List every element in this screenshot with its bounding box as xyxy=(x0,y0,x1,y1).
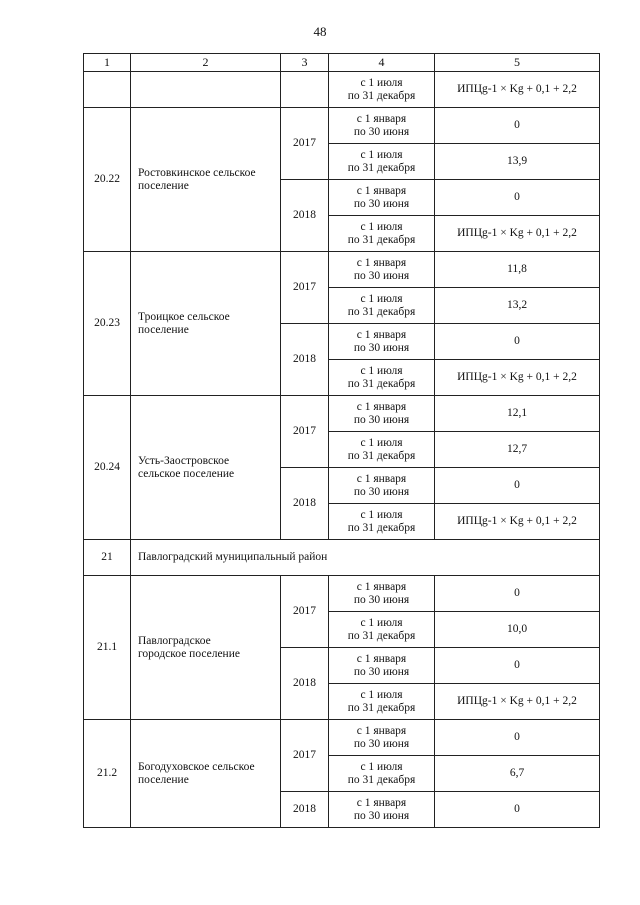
year-cell: 2017 xyxy=(281,396,329,468)
period-cell xyxy=(329,324,435,360)
period-start: с 1 января xyxy=(356,580,407,593)
entry-number-cell: 20.22 xyxy=(84,108,131,252)
settlement-name-line: поселение xyxy=(138,773,189,786)
settlement-name-cell xyxy=(131,252,281,396)
header-cell-3: 3 xyxy=(281,54,329,72)
settlement-name-line: Богодуховское сельское xyxy=(138,760,255,773)
settlement-name-cell xyxy=(131,396,281,540)
period-end: по 30 июня xyxy=(353,809,410,822)
year-cell: 2018 xyxy=(281,468,329,540)
header-cell-5: 5 xyxy=(435,54,600,72)
value-cell: 0 xyxy=(435,792,600,828)
value-cell: 13,2 xyxy=(435,288,600,324)
value-cell: 0 xyxy=(435,324,600,360)
section-title-cell: Павлоградский муниципальный район xyxy=(131,540,600,576)
period-cell xyxy=(329,72,435,108)
value-cell: 12,7 xyxy=(435,432,600,468)
year-cell: 2018 xyxy=(281,648,329,720)
period-end: по 31 декабря xyxy=(347,701,416,714)
header-cell-4: 4 xyxy=(329,54,435,72)
period-start: с 1 июля xyxy=(360,76,403,89)
period-cell xyxy=(329,360,435,396)
settlement-name-line: поселение xyxy=(138,179,189,192)
period-end: по 31 декабря xyxy=(347,233,416,246)
period-cell xyxy=(329,432,435,468)
settlement-name-line: Павлоградское xyxy=(138,634,211,647)
period-start: с 1 января xyxy=(356,400,407,413)
period-start: с 1 января xyxy=(356,652,407,665)
settlement-name-cell xyxy=(131,720,281,828)
period-end: по 30 июня xyxy=(353,413,410,426)
period-end: по 31 декабря xyxy=(347,161,416,174)
period-cell xyxy=(329,108,435,144)
period-cell xyxy=(329,468,435,504)
section-number-cell: 21 xyxy=(84,540,131,576)
year-cell: 2017 xyxy=(281,252,329,324)
value-cell: 0 xyxy=(435,648,600,684)
period-end: по 31 декабря xyxy=(347,305,416,318)
period-start: с 1 июля xyxy=(360,292,403,305)
period-cell xyxy=(329,216,435,252)
period-cell xyxy=(329,504,435,540)
value-cell: ИПЦg-1 × Kg + 0,1 + 2,2 xyxy=(435,504,600,540)
header-cell-1: 1 xyxy=(84,54,131,72)
settlement-name-cell xyxy=(131,576,281,720)
period-start: с 1 января xyxy=(356,796,407,809)
page-number: 48 xyxy=(313,24,327,39)
period-start: с 1 июля xyxy=(360,616,403,629)
entry-number-cell: 20.23 xyxy=(84,252,131,396)
period-end: по 30 июня xyxy=(353,197,410,210)
header-cell-2: 2 xyxy=(131,54,281,72)
entry-number-cell: 21.1 xyxy=(84,576,131,720)
table-row xyxy=(84,108,600,144)
period-start: с 1 июля xyxy=(360,508,403,521)
period-start: с 1 января xyxy=(356,112,407,125)
period-cell xyxy=(329,792,435,828)
year-cell: 2018 xyxy=(281,180,329,252)
value-cell: 0 xyxy=(435,576,600,612)
value-cell: 13,9 xyxy=(435,144,600,180)
period-end: по 31 декабря xyxy=(347,521,416,534)
table-row xyxy=(84,396,600,432)
settlement-name-line: Троицкое сельское xyxy=(138,310,230,323)
period-start: с 1 июля xyxy=(360,364,403,377)
period-end: по 31 декабря xyxy=(347,773,416,786)
settlement-name-line: городское поселение xyxy=(138,647,240,660)
table-body xyxy=(84,54,600,828)
period-start: с 1 июля xyxy=(360,436,403,449)
year-cell: 2017 xyxy=(281,720,329,792)
period-cell xyxy=(329,684,435,720)
period-end: по 30 июня xyxy=(353,593,410,606)
value-cell: 0 xyxy=(435,180,600,216)
table-row xyxy=(84,720,600,756)
table-row xyxy=(84,252,600,288)
value-cell: 6,7 xyxy=(435,756,600,792)
value-cell: 12,1 xyxy=(435,396,600,432)
period-cell xyxy=(329,720,435,756)
period-start: с 1 января xyxy=(356,256,407,269)
value-cell: ИПЦg-1 × Kg + 0,1 + 2,2 xyxy=(435,360,600,396)
period-end: по 31 декабря xyxy=(347,629,416,642)
empty-cell xyxy=(281,72,329,108)
period-end: по 30 июня xyxy=(353,125,410,138)
year-cell: 2018 xyxy=(281,324,329,396)
value-cell: 10,0 xyxy=(435,612,600,648)
settlement-name-cell xyxy=(131,108,281,252)
period-end: по 30 июня xyxy=(353,665,410,678)
tariff-table xyxy=(83,53,600,828)
empty-cell xyxy=(84,72,131,108)
period-cell xyxy=(329,396,435,432)
period-start: с 1 января xyxy=(356,724,407,737)
value-cell: ИПЦg-1 × Kg + 0,1 + 2,2 xyxy=(435,684,600,720)
period-start: с 1 января xyxy=(356,184,407,197)
period-cell xyxy=(329,612,435,648)
period-cell xyxy=(329,288,435,324)
period-end: по 30 июня xyxy=(353,485,410,498)
period-cell xyxy=(329,756,435,792)
section-row xyxy=(84,540,600,576)
entry-number-cell: 21.2 xyxy=(84,720,131,828)
year-cell: 2017 xyxy=(281,108,329,180)
period-cell xyxy=(329,576,435,612)
empty-cell xyxy=(131,72,281,108)
year-cell: 2017 xyxy=(281,576,329,648)
period-end: по 31 декабря xyxy=(347,377,416,390)
period-end: по 30 июня xyxy=(353,341,410,354)
period-cell xyxy=(329,648,435,684)
period-start: с 1 июля xyxy=(360,148,403,161)
period-cell xyxy=(329,180,435,216)
settlement-name-line: сельское поселение xyxy=(138,467,235,480)
entry-number-cell: 20.24 xyxy=(84,396,131,540)
period-cell xyxy=(329,252,435,288)
period-start: с 1 января xyxy=(356,328,407,341)
period-end: по 30 июня xyxy=(353,269,410,282)
settlement-name-line: поселение xyxy=(138,323,189,336)
header-row xyxy=(84,54,600,72)
continuation-row xyxy=(84,72,600,108)
period-start: с 1 июля xyxy=(360,688,403,701)
period-start: с 1 июля xyxy=(360,760,403,773)
year-cell: 2018 xyxy=(281,792,329,828)
settlement-name-line: Ростовкинское сельское xyxy=(138,166,256,179)
period-end: по 31 декабря xyxy=(347,89,416,102)
period-start: с 1 июля xyxy=(360,220,403,233)
table-row xyxy=(84,576,600,612)
value-cell: 11,8 xyxy=(435,252,600,288)
period-start: с 1 января xyxy=(356,472,407,485)
period-cell xyxy=(329,144,435,180)
value-cell: 0 xyxy=(435,468,600,504)
value-cell: 0 xyxy=(435,720,600,756)
settlement-name-line: Усть-Заостровское xyxy=(138,454,230,467)
value-cell: 0 xyxy=(435,108,600,144)
period-end: по 30 июня xyxy=(353,737,410,750)
period-end: по 31 декабря xyxy=(347,449,416,462)
value-cell: ИПЦg-1 × Kg + 0,1 + 2,2 xyxy=(435,216,600,252)
value-cell: ИПЦg-1 × Kg + 0,1 + 2,2 xyxy=(435,72,600,108)
